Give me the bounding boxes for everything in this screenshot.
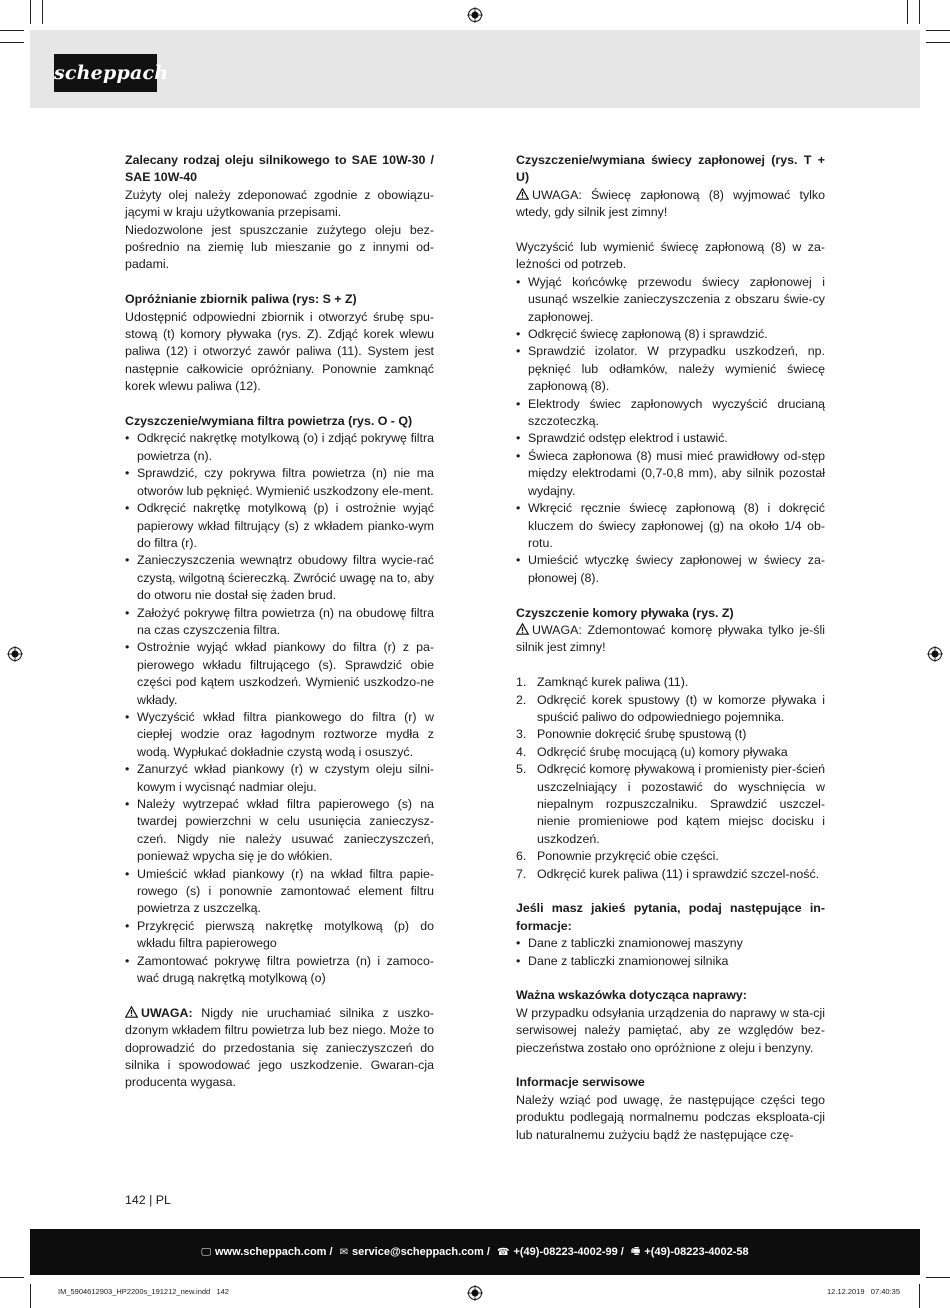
bullet-list [516, 935, 825, 970]
crop-mark [926, 30, 950, 31]
warning-label: UWAGA: [141, 1005, 193, 1020]
footer-band [30, 1229, 920, 1275]
list-item: • Dane z tabliczki znamionowej silnika [516, 953, 825, 970]
crop-mark [926, 1277, 950, 1278]
slug-date: 12.12.2019 07:40:35 [827, 1287, 900, 1296]
section-title: Czyszczenie/wymiana filtra powietrza (rys. O - Q) [125, 414, 413, 429]
computer-icon: 🖵 [201, 1246, 211, 1258]
list-item: • Należy wytrzepać wkład filtra papierowego (s) na twardej powierzchni w celu usunięcia zanieczysz-czeń. Nigdy nie należy usuwać zanieczyszczeń, ponieważ wpycha się je do włókien. [125, 796, 434, 866]
crop-mark [30, 0, 31, 24]
section-title: Opróżnianie zbiornik paliwa (rys: S + Z) [125, 292, 357, 307]
footer-web[interactable]: www.scheppach.com / [214, 1246, 333, 1258]
list-item: • Przykręcić pierwszą nakrętkę motylkową (p) do wkładu filtra papierowego [125, 918, 434, 953]
crop-mark [0, 42, 24, 43]
list-item: • Wyjąć końcówkę przewodu świecy zapłonowej i usunąć wszelkie zanieczyszczenia z obszaru świe-cy zapłonowej. [516, 274, 825, 326]
bullet-list [125, 430, 434, 987]
left-column [125, 152, 434, 1092]
section-title: Jeśli masz jakieś pytania, podaj następujące in-formacje: [516, 901, 825, 933]
registration-mark-icon [467, 1285, 483, 1301]
list-item: 6. Ponownie przykręcić obie części. [516, 849, 719, 864]
section-title: Ważna wskazówka dotycząca naprawy: [516, 988, 747, 1003]
crop-mark [0, 30, 24, 31]
section-title: Czyszczenie komory pływaka (rys. Z) [516, 605, 734, 620]
warning-text: UWAGA: Zdemontować komorę pływaka tylko je-śli silnik jest zimny! [516, 622, 825, 655]
paragraph: Zużyty olej należy zdeponować zgodnie z obowiązu-jącymi w kraju użytkowania przepisami. [125, 187, 434, 220]
paragraph: Należy wziąć pod uwagę, że następujące części tego produktu podlegają normalnemu podczas eksploata-cji lub naturalnemu zużyciu bądź że następujące czę- [516, 1092, 825, 1142]
list-item: • Świeca zapłonowa (8) musi mieć prawidłowy od-stęp między elektrodami (0,7-0,8 mm), aby silnik pozostał wydajny. [516, 448, 825, 500]
list-item: • Założyć pokrywę filtra powietrza (n) na obudowę filtra na czas czyszczenia filtra. [125, 605, 434, 640]
paragraph: Udostępnić odpowiedni zbiornik i otworzyć śrubę spu-stową (t) komory pływaka (rys. Z). Zdjąć korek wlewu paliwa (12) i otworzyć zawór paliwa (11). System jest następnie całkowicie opróżniany. Ponownie zamknąć korek wlewu paliwa (12). [125, 309, 434, 394]
footer-phone: +(49)-08223-4002-99 / [513, 1246, 624, 1258]
crop-mark [907, 0, 908, 24]
footer-fax: +(49)-08223-4002-58 [644, 1246, 749, 1258]
section-title: Informacje serwisowe [516, 1075, 645, 1090]
warning-triangle-icon [516, 188, 529, 200]
right-column [516, 152, 825, 1144]
registration-mark-icon [927, 646, 943, 662]
list-item: 1. Zamknąć kurek paliwa (11). [516, 675, 689, 690]
crop-mark [919, 0, 920, 24]
crop-mark [42, 0, 43, 24]
registration-mark-icon [467, 7, 483, 23]
crop-mark [919, 1284, 920, 1308]
list-item: 2. Odkręcić korek spustowy (t) w komorze pływaka i spuścić paliwo do odpowiedniego pojemnika. [516, 692, 825, 724]
warning-triangle-icon [516, 623, 529, 635]
paragraph: W przypadku odsyłania urządzenia do naprawy w sta-cji serwisowej należy pamiętać, aby ze względów bez-pieczeństwa zostało ono opróżnione z oleju i benzyny. [516, 1005, 825, 1055]
section-title: Zalecany rodzaj oleju silnikowego to SAE 10W-30 / SAE 10W-40 [125, 153, 434, 185]
list-item: 7. Odkręcić kurek paliwa (11) i sprawdzić szczel-ność. [516, 866, 820, 881]
list-item: • Sprawdzić, czy pokrywa filtra powietrza (n) nie ma otworów lub pęknięć. Wymienić uszkodzony ele-ment. [125, 465, 434, 500]
page-number: 142 | PL [125, 1193, 171, 1207]
warning-triangle-icon [125, 1006, 138, 1018]
footer-mail[interactable]: service@scheppach.com / [352, 1246, 490, 1258]
list-item: • Elektrody świec zapłonowych wyczyścić drucianą szczoteczką. [516, 396, 825, 431]
list-item: • Umieścić wkład piankowy (r) na wkład filtra papie-rowego (s) i ponownie zamontować element filtru powietrza z uszczelką. [125, 866, 434, 918]
list-item: • Zanurzyć wkład piankowy (r) w czystym oleju silni-kowym i wycisnąć nadmiar oleju. [125, 761, 434, 796]
list-item: • Ostrożnie wyjąć wkład piankowy do filtra (r) z pa-pierowego wkładu filtrującego (s). Sprawdzić obie części pod kątem uszkodzeń. Wymienić uszkodzo-ne wkłady. [125, 639, 434, 709]
section-title: Czyszczenie/wymiana świecy zapłonowej (rys. T + U) [516, 153, 825, 185]
mail-icon: ✉ [339, 1246, 349, 1258]
paragraph: Wyczyścić lub wymienić świecę zapłonową (8) w za-leżności od potrzeb. [516, 240, 825, 272]
list-item: • Umieścić wtyczkę świecy zapłonowej w świecy za-płonowej (8). [516, 552, 825, 587]
warning-paragraph [516, 187, 825, 222]
list-item: 4. Odkręcić śrubę mocującą (u) komory pływaka [516, 744, 788, 759]
paragraph: Niedozwolone jest spuszczanie zużytego oleju bez-pośrednio na ziemię lub mieszanie go z innymi od-padami. [125, 222, 434, 272]
list-item: • Odkręcić świecę zapłonową (8) i sprawdzić. [516, 326, 825, 343]
numbered-list [516, 674, 825, 883]
bullet-list [516, 274, 825, 587]
list-item: • Wyczyścić wkład filtra piankowego do filtra (r) w ciepłej wodzie oraz łagodnym roztworze mydła z wodą. Wypłukać dokładnie czystą wodą i osuszyć. [125, 709, 434, 761]
crop-mark [30, 1284, 31, 1308]
list-item: • Sprawdzić odstęp elektrod i ustawić. [516, 430, 825, 447]
crop-mark [0, 1277, 24, 1278]
list-item: • Wkręcić ręcznie świecę zapłonową (8) i dokręcić kluczem do świecy zapłonowej (g) na około 1/4 ob-rotu. [516, 500, 825, 552]
list-item: • Zamontować pokrywę filtra powietrza (n) i zamoco-wać drugą nakrętką motylkową (o) [125, 953, 434, 988]
phone-icon: ☎ [496, 1246, 510, 1258]
list-item: • Odkręcić nakrętkę motylkową (p) i ostrożnie wyjąć papierowy wkład filtrujący (s) z wkładem pianko-wym do filtra (r). [125, 500, 434, 552]
warning-paragraph [125, 1005, 434, 1092]
crop-mark [926, 42, 950, 43]
slug-filename: IM_5904612903_HP2200s_191212_new.indd 142 [58, 1287, 229, 1296]
brand-logo: scheppach [54, 54, 157, 92]
fax-icon: 🖷 [630, 1245, 641, 1257]
list-item: • Odkręcić nakrętkę motylkową (o) i zdjąć pokrywę filtra powietrza (n). [125, 430, 434, 465]
registration-mark-icon [7, 646, 23, 662]
warning-text: Nigdy nie uruchamiać silnika z uszko-dzonym wkładem filtru powietrza lub bez niego. Może to doprowadzić do przedostania się zanieczyszczeń do silnika i spowodować jego uszkodzenie. Gwaran-cja producenta wygasa. [125, 1005, 434, 1090]
list-item: 3. Ponownie dokręcić śrubę spustową (t) [516, 727, 747, 742]
list-item: • Zanieczyszczenia wewnątrz obudowy filtra wycie-rać czystą, wilgotną ściereczką. Zwrócić uwagę na to, aby do otworu nie dostał się żaden brud. [125, 552, 434, 604]
list-item: • Sprawdzić izolator. W przypadku uszkodzeń, np. pęknięć lub odłamków, należy wymienić świecę zapłonową (8). [516, 343, 825, 395]
list-item: 5. Odkręcić komorę pływakową i promienisty pier-ścień uszczelniający i pozostawić do wyschnięcia w niepalnym rozpuszczalniku. Sprawdzić uszczel-nienie promieniowe pod kątem miejsc docisku i uszkodzeń. [516, 762, 825, 846]
warning-text: UWAGA: Świecę zapłonową (8) wyjmować tylko wtedy, gdy silnik jest zimny! [516, 187, 825, 220]
list-item: • Dane z tabliczki znamionowej maszyny [516, 935, 825, 952]
warning-paragraph [516, 622, 825, 657]
